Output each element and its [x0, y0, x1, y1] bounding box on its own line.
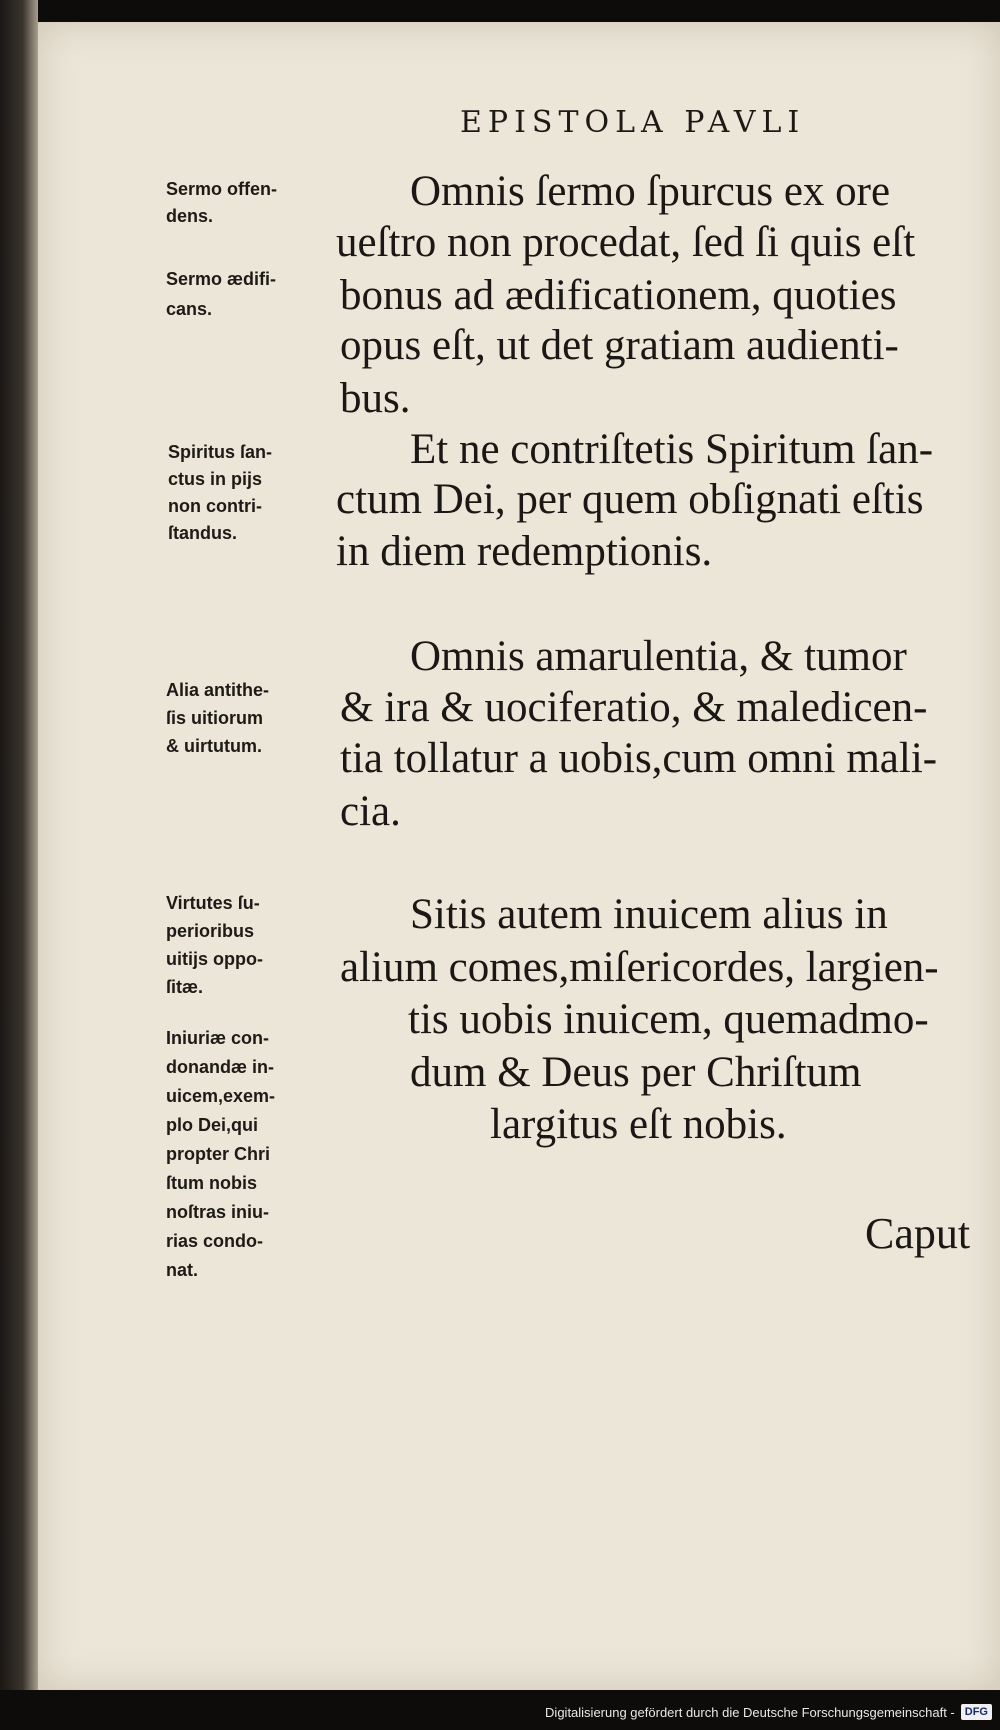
- text-line: ueſtro non procedat, ſed ſi quis eſt: [336, 219, 916, 266]
- catchword: Caput: [865, 1209, 971, 1258]
- marginal-note: plo Dei,qui: [166, 1115, 258, 1135]
- marginal-note: non contri-: [168, 496, 262, 516]
- text-line: tia tollatur a uobis,cum omni mali-: [340, 735, 938, 782]
- marginal-note: ſitæ.: [166, 977, 204, 997]
- marginal-note: nat.: [166, 1260, 199, 1280]
- marginal-note: ſis uitiorum: [166, 708, 264, 728]
- marginal-note: perioribus: [166, 921, 255, 941]
- text-line: & ira & uociferatio, & maledicen-: [340, 684, 928, 731]
- text-line: bus.: [340, 375, 411, 422]
- marginal-note: dens.: [166, 206, 214, 226]
- marginal-note: rias condo-: [166, 1231, 264, 1251]
- marginal-note: Spiritus ſan-: [168, 442, 273, 462]
- marginal-note: Iniuriæ con-: [166, 1028, 269, 1048]
- text-line: alium comes,miſericordes, largien-: [340, 944, 939, 991]
- marginal-note: donandæ in-: [166, 1057, 274, 1077]
- text-line: cia.: [340, 788, 401, 835]
- marginal-note: noſtras iniu-: [166, 1202, 269, 1222]
- marginal-note: uicem,exem-: [166, 1086, 276, 1106]
- text-line: Et ne contriſtetis Spiritum ſan-: [410, 426, 934, 473]
- text-line: Omnis ſermo ſpurcus ex ore: [410, 168, 891, 215]
- text-line: in diem redemptionis.: [336, 528, 713, 575]
- text-line: Omnis amarulentia, & tumor: [410, 633, 907, 680]
- marginal-note: Sermo ædifi-: [166, 269, 277, 289]
- text-line: bonus ad ædificationem, quoties: [340, 272, 897, 319]
- marginal-note: Sermo offen-: [166, 179, 278, 199]
- footer-credit: Digitalisierung gefördert durch die Deutsche Forschungsgemeinschaft -: [545, 1704, 955, 1720]
- text-line: opus eſt, ut det gratiam audienti-: [340, 322, 899, 369]
- text-line: Sitis autem inuicem alius in: [410, 891, 888, 938]
- running-head: EPISTOLA PAVLI: [460, 105, 806, 140]
- marginal-note: uitijs oppo-: [166, 949, 263, 969]
- marginal-note: ſtandus.: [168, 523, 238, 543]
- text-line: largitus eſt nobis.: [490, 1101, 787, 1148]
- marginal-note: cans.: [166, 299, 213, 319]
- marginal-note: Alia antithe-: [166, 680, 270, 700]
- marginal-note: & uirtutum.: [166, 736, 262, 756]
- marginal-note: Virtutes ſu-: [166, 893, 260, 913]
- book-spine-edge: [0, 0, 38, 1690]
- marginal-note: ctus in pijs: [168, 469, 263, 489]
- marginal-note: propter Chri: [166, 1144, 271, 1164]
- text-line: dum & Deus per Chriſtum: [410, 1049, 862, 1096]
- dfg-logo: DFG: [961, 1704, 992, 1720]
- text-line: tis uobis inuicem, quemadmo-: [408, 996, 929, 1043]
- marginal-note: ſtum nobis: [166, 1173, 257, 1193]
- text-line: ctum Dei, per quem obſignati eſtis: [336, 476, 924, 523]
- digitization-footer: [545, 1700, 992, 1724]
